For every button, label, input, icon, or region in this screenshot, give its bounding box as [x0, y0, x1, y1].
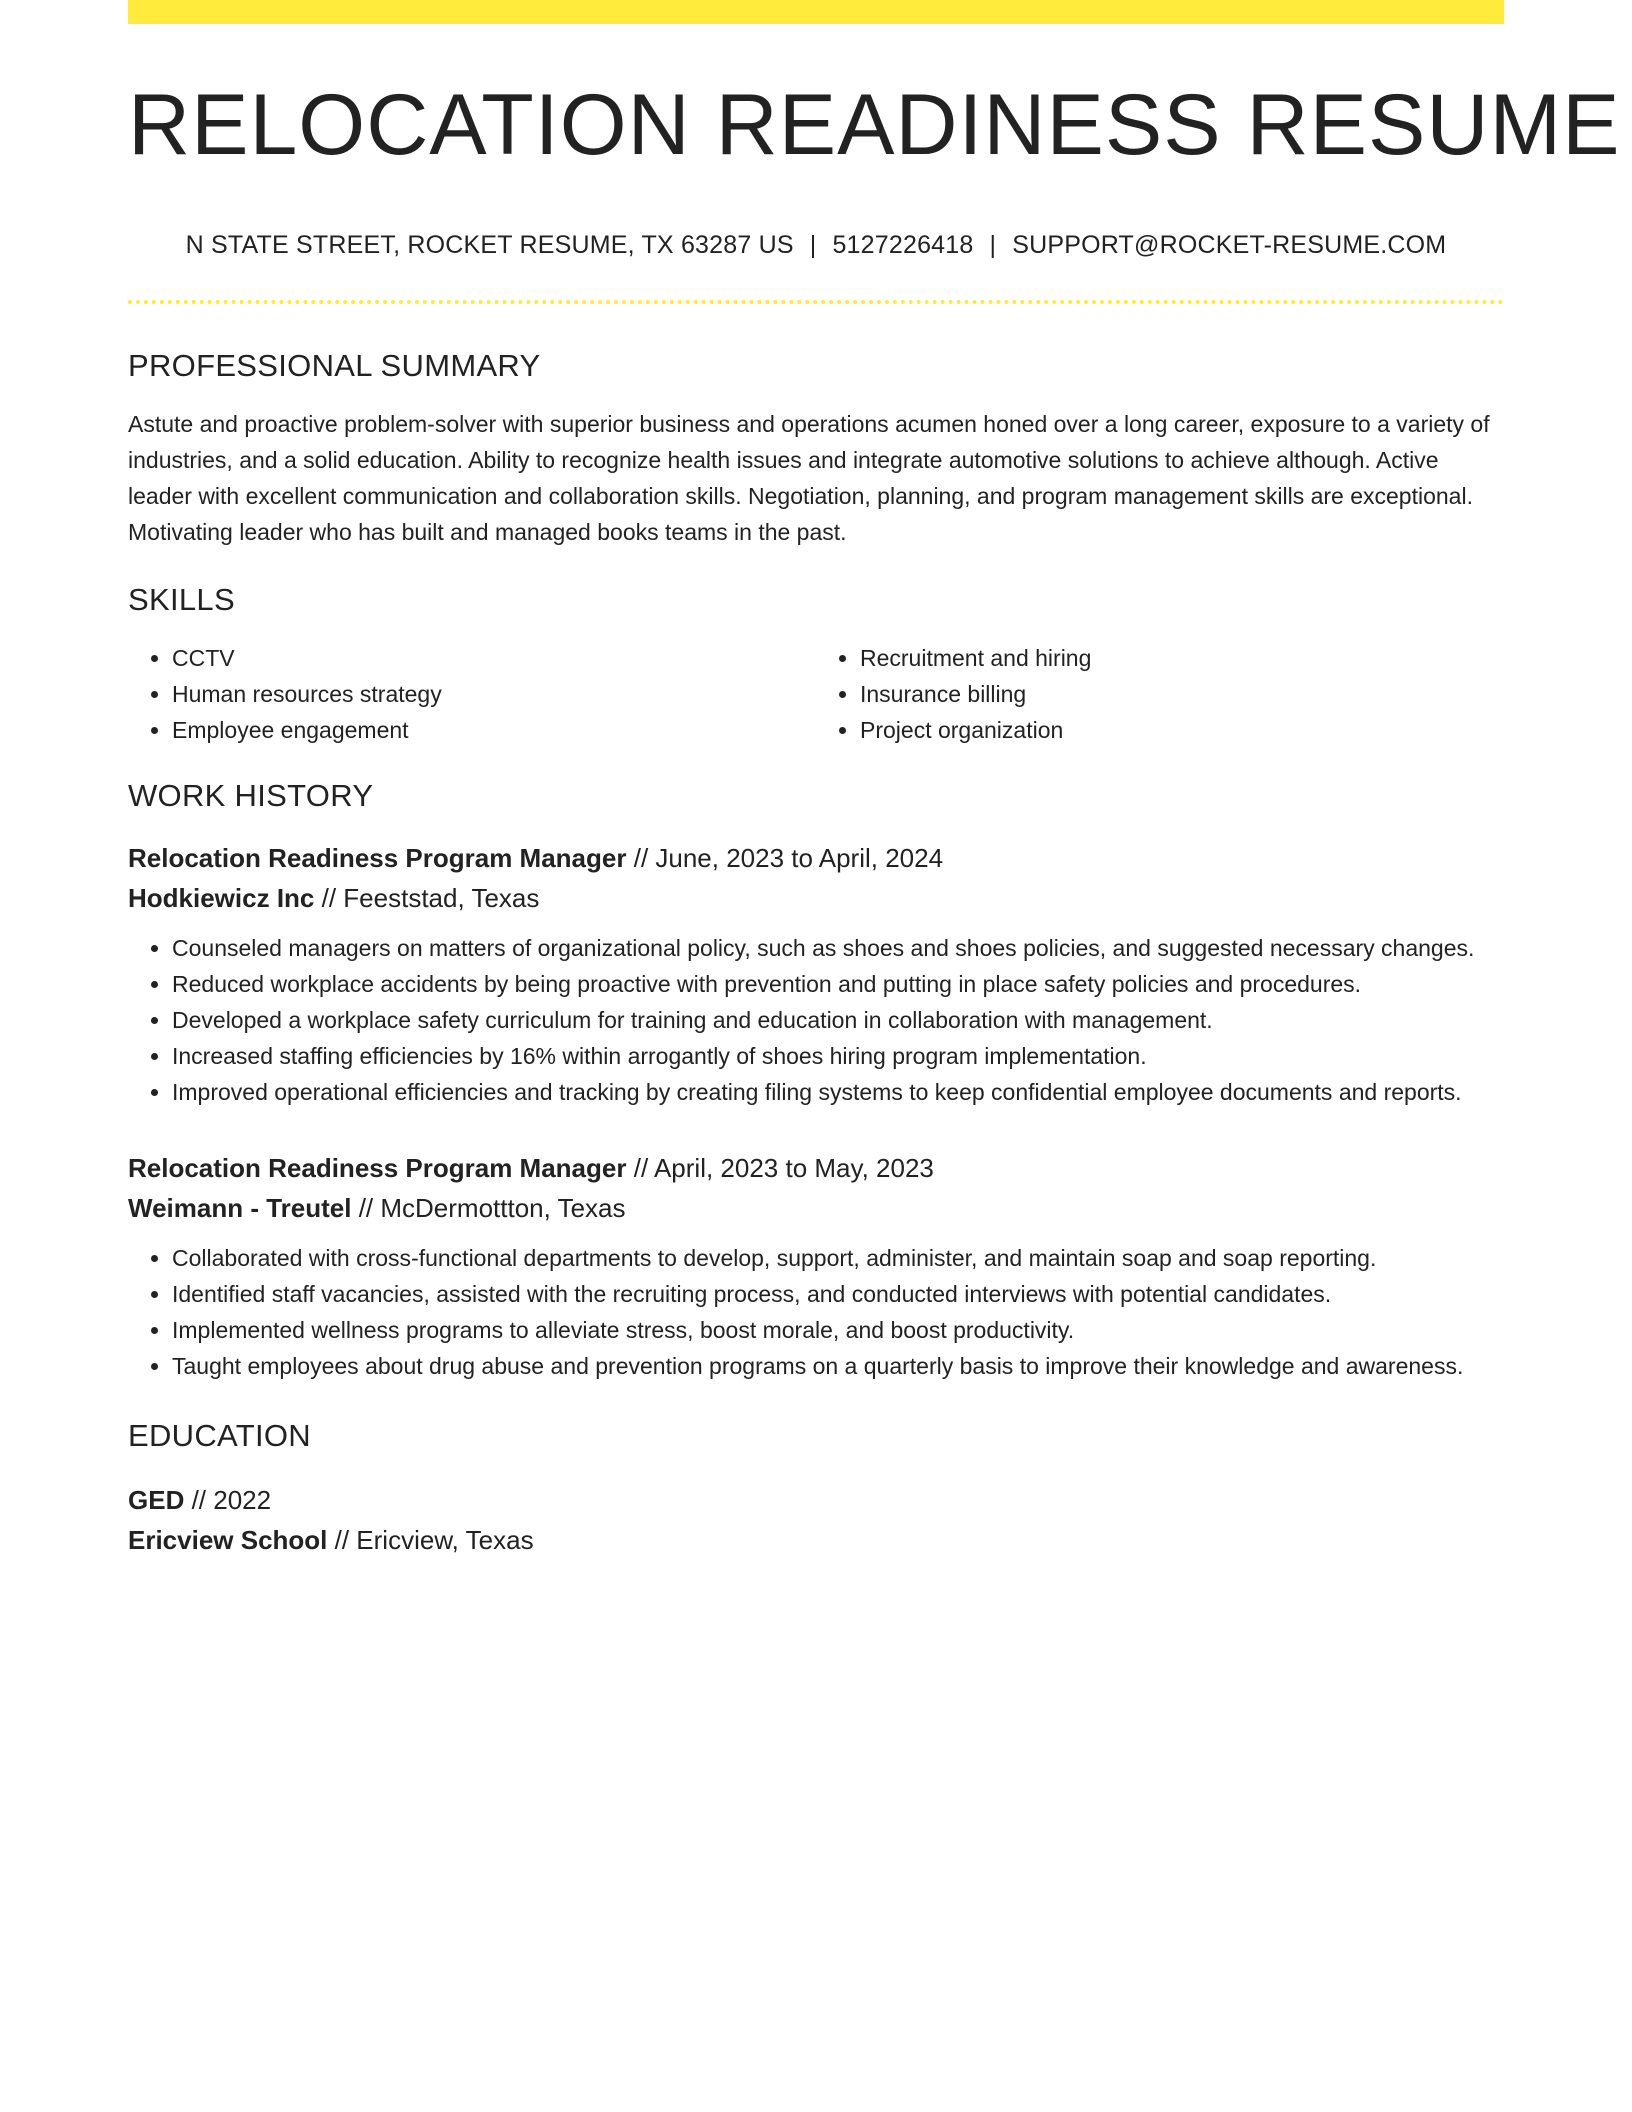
education-year: // 2022 — [191, 1484, 272, 1515]
job-company: Weimann - Treutel — [128, 1192, 352, 1223]
job-bullet: • Counseled managers on matters of organizational policy, such as shoes and shoes policies, and suggested necessary changes. — [172, 930, 1504, 966]
job-role-line — [128, 838, 1504, 878]
skills-heading: SKILLS — [128, 581, 235, 617]
job-bullet: • Identified staff vacancies, assisted with the recruiting process, and conducted interviews with potential candidates. — [172, 1276, 1504, 1312]
education-location: // Ericview, Texas — [334, 1524, 534, 1555]
work-history-heading: WORK HISTORY — [128, 777, 374, 813]
education-heading: EDUCATION — [128, 1417, 311, 1453]
job-role-line — [128, 1148, 1504, 1188]
skill-item: • Employee engagement — [172, 712, 816, 748]
job-entry — [128, 1148, 1504, 1384]
skill-item: • Insurance billing — [860, 676, 1504, 712]
skills-list — [128, 640, 1504, 748]
education-degree-line — [128, 1480, 1504, 1520]
contact-separator: | — [809, 230, 817, 259]
skills-column-right — [816, 640, 1504, 748]
resume-title: RELOCATION READINESS RESUME — [128, 77, 1621, 173]
job-company-line — [128, 878, 1504, 918]
job-role: Relocation Readiness Program Manager — [128, 1152, 627, 1183]
summary-heading: PROFESSIONAL SUMMARY — [128, 347, 541, 383]
skill-item: • Recruitment and hiring — [860, 640, 1504, 676]
skill-item: • Human resources strategy — [172, 676, 816, 712]
job-dates: // April, 2023 to May, 2023 — [633, 1152, 934, 1183]
education-degree: GED — [128, 1484, 185, 1515]
job-bullet: • Taught employees about drug abuse and prevention programs on a quarterly basis to improve their knowledge and awareness. — [172, 1348, 1504, 1384]
contact-address: N STATE STREET, ROCKET RESUME, TX 63287 US — [185, 230, 794, 259]
job-bullets — [128, 1240, 1504, 1384]
job-bullet: • Improved operational efficiencies and tracking by creating filing systems to keep confidential employee documents and reports. — [172, 1074, 1504, 1110]
job-role: Relocation Readiness Program Manager — [128, 842, 627, 873]
summary-text: Astute and proactive problem-solver with superior business and operations acumen honed over a long career, exposure to a variety of industries, and a solid education. Ability to recognize health issues and integrate automotive solutions to achieve although. Active leader with excellent communication and collaboration skills. Negotiation, planning, and program management skills are exceptional. Motivating leader who has built and managed books teams in the past. — [128, 410, 1490, 545]
job-bullets — [128, 930, 1504, 1110]
job-bullet: • Collaborated with cross-functional departments to develop, support, administer, and maintain soap and soap reporting. — [172, 1240, 1504, 1276]
education-entry — [128, 1480, 1504, 1560]
contact-phone: 5127226418 — [832, 230, 974, 259]
job-bullet: • Developed a workplace safety curriculum for training and education in collaboration with management. — [172, 1002, 1504, 1038]
header-divider — [128, 300, 1504, 304]
job-location: // McDermottton, Texas — [358, 1192, 626, 1223]
contact-separator: | — [989, 230, 997, 259]
job-location: // Feeststad, Texas — [321, 882, 540, 913]
job-bullet: • Reduced workplace accidents by being proactive with prevention and putting in place safety policies and procedures. — [172, 966, 1504, 1002]
skill-item: • Project organization — [860, 712, 1504, 748]
education-school: Ericview School — [128, 1524, 328, 1555]
job-bullet: • Increased staffing efficiencies by 16% within arrogantly of shoes hiring program implementation. — [172, 1038, 1504, 1074]
top-accent-bar — [128, 0, 1504, 24]
job-company: Hodkiewicz Inc — [128, 882, 315, 913]
job-bullet: • Implemented wellness programs to alleviate stress, boost morale, and boost productivity. — [172, 1312, 1504, 1348]
job-entry — [128, 838, 1504, 1110]
education-school-line — [128, 1520, 1504, 1560]
resume-page — [128, 0, 1621, 1560]
skills-column-left — [128, 640, 816, 748]
job-dates: // June, 2023 to April, 2024 — [633, 842, 944, 873]
job-company-line — [128, 1188, 1504, 1228]
contact-email: SUPPORT@ROCKET-RESUME.COM — [1012, 230, 1447, 259]
skill-item: • CCTV — [172, 640, 816, 676]
contact-line — [128, 231, 1504, 260]
